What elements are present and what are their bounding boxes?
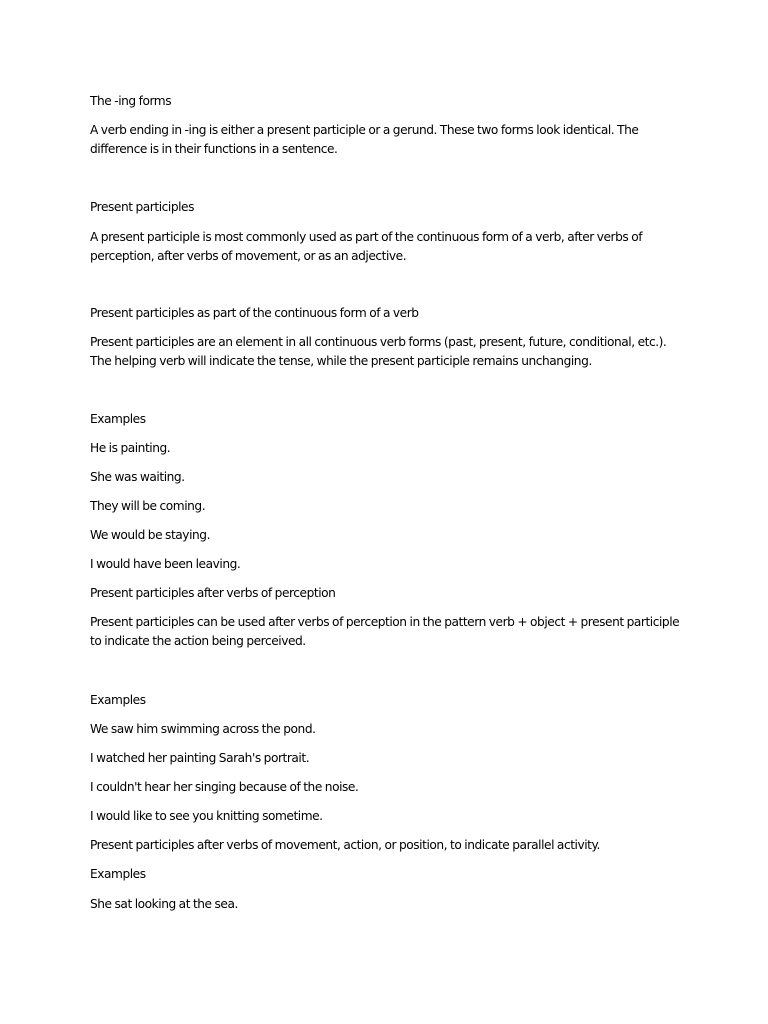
section-heading-continuous-form: Present participles as part of the continuous form of a verb xyxy=(90,306,419,320)
example-line: She sat looking at the sea. xyxy=(90,897,238,911)
section-heading-perception: Present participles after verbs of perception xyxy=(90,586,336,600)
example-line: He is painting. xyxy=(90,441,171,455)
example-line: They will be coming. xyxy=(90,499,206,513)
examples-heading: Examples xyxy=(90,693,146,707)
paragraph-ing-forms: A verb ending in -ing is either a present participle or a gerund. These two forms look identical. The difference is in their functions in a sentence. xyxy=(90,123,639,156)
examples-heading: Examples xyxy=(90,412,146,426)
section-heading-present-participles: Present participles xyxy=(90,200,194,214)
section-heading-ing-forms: The -ing forms xyxy=(90,94,172,108)
paragraph-continuous-form: Present participles are an element in all continuous verb forms (past, present, future, conditional, etc.). The helping verb will indicate the tense, while the present participle remains unchanging. xyxy=(90,335,667,368)
example-line: I would have been leaving. xyxy=(90,557,241,571)
example-line: I watched her painting Sarah's portrait. xyxy=(90,751,310,765)
example-line: We saw him swimming across the pond. xyxy=(90,722,316,736)
example-line: I would like to see you knitting sometime. xyxy=(90,809,323,823)
example-line: We would be staying. xyxy=(90,528,210,542)
example-line: She was waiting. xyxy=(90,470,185,484)
paragraph-present-participles: A present participle is most commonly used as part of the continuous form of a verb, after verbs of perception, after verbs of movement, or as an adjective. xyxy=(90,230,643,263)
example-line: I couldn't hear her singing because of the noise. xyxy=(90,780,359,794)
examples-heading: Examples xyxy=(90,867,146,881)
section-heading-movement: Present participles after verbs of movement, action, or position, to indicate parallel activity. xyxy=(90,838,600,852)
paragraph-perception: Present participles can be used after verbs of perception in the pattern verb + object + present participle to indicate the action being perceived. xyxy=(90,615,680,648)
